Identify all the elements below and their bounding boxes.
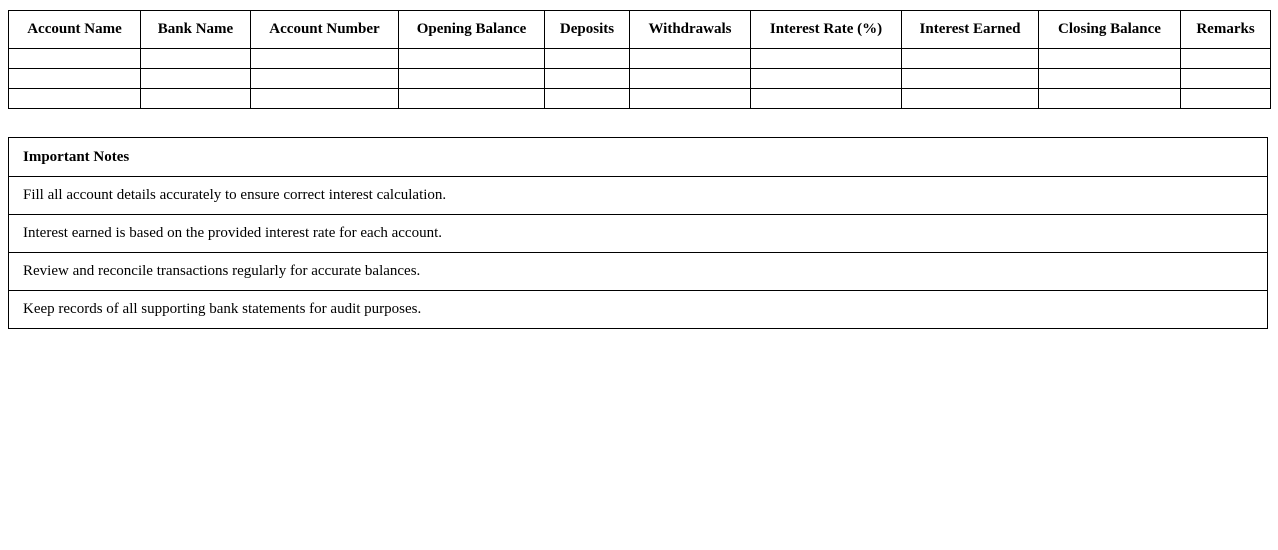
table-cell [141,49,251,69]
notes-header-row [9,138,1268,177]
notes-table [8,137,1268,329]
table-cell [902,49,1039,69]
note-text: Fill all account details accurately to ensure correct interest calculation. [9,177,1268,215]
column-header-deposits: Deposits [545,11,630,49]
table-cell [1181,69,1271,89]
accounts-data-row [9,89,1271,109]
column-header-account-name: Account Name [9,11,141,49]
table-cell [1181,49,1271,69]
table-cell [1039,69,1181,89]
table-cell [1039,89,1181,109]
table-cell [251,69,399,89]
table-cell [399,69,545,89]
table-cell [141,69,251,89]
table-cell [751,49,902,69]
column-header-withdrawals: Withdrawals [630,11,751,49]
table-cell [1039,49,1181,69]
note-text: Keep records of all supporting bank statements for audit purposes. [9,291,1268,329]
table-cell [545,89,630,109]
column-header-interest-earned: Interest Earned [902,11,1039,49]
table-cell [399,49,545,69]
accounts-table [8,10,1271,109]
note-row [9,177,1268,215]
table-cell [9,89,141,109]
column-header-account-number: Account Number [251,11,399,49]
table-cell [9,69,141,89]
note-text: Review and reconcile transactions regularly for accurate balances. [9,253,1268,291]
column-header-closing-balance: Closing Balance [1039,11,1181,49]
table-cell [251,49,399,69]
table-cell [399,89,545,109]
table-cell [902,89,1039,109]
column-header-opening-balance: Opening Balance [399,11,545,49]
accounts-data-row [9,49,1271,69]
column-header-interest-rate: Interest Rate (%) [751,11,902,49]
note-row [9,291,1268,329]
table-cell [630,69,751,89]
table-cell [545,49,630,69]
table-cell [9,49,141,69]
notes-title: Important Notes [9,138,1268,177]
column-header-bank-name: Bank Name [141,11,251,49]
table-cell [630,49,751,69]
table-cell [630,89,751,109]
table-cell [751,69,902,89]
note-row [9,215,1268,253]
table-cell [251,89,399,109]
accounts-header-row [9,11,1271,49]
table-cell [751,89,902,109]
table-cell [545,69,630,89]
note-text: Interest earned is based on the provided interest rate for each account. [9,215,1268,253]
table-cell [902,69,1039,89]
table-cell [1181,89,1271,109]
column-header-remarks: Remarks [1181,11,1271,49]
accounts-data-row [9,69,1271,89]
note-row [9,253,1268,291]
table-cell [141,89,251,109]
